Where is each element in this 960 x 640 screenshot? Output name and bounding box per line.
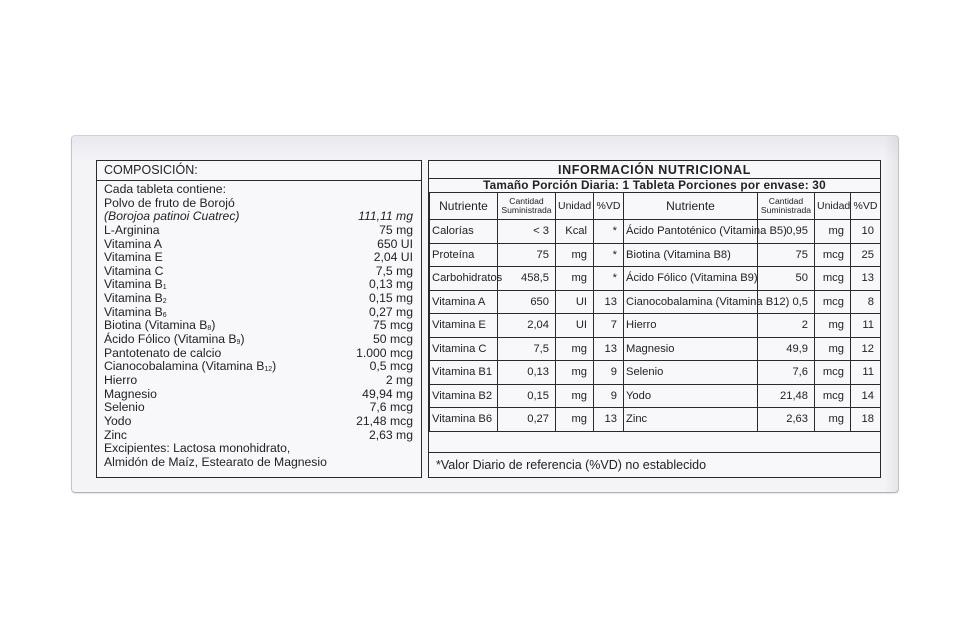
nutrition-footnote: *Valor Diario de referencia (%VD) no establecido — [429, 452, 880, 477]
nutrient-vd: * — [594, 220, 624, 244]
nutrient-name: Vitamina B6 — [430, 408, 498, 432]
nutrient-unit: mcg — [815, 290, 851, 314]
nutrition-row — [430, 220, 881, 244]
nutrition-panel — [428, 160, 881, 478]
composition-line — [104, 360, 413, 374]
nutrient-amount: 75 — [758, 243, 815, 267]
card-sheen — [72, 136, 898, 160]
composition-line — [104, 292, 413, 306]
nutrition-row — [430, 314, 881, 338]
nutrition-row — [430, 408, 881, 432]
header-vd: %VD — [851, 193, 881, 220]
nutrient-unit: mg — [556, 337, 594, 361]
nutrient-vd: 10 — [851, 220, 881, 244]
composition-line — [104, 415, 413, 429]
ingredient-name: Vitamina $B_6$ — [104, 304, 167, 319]
composition-line — [104, 401, 413, 415]
composition-panel — [96, 160, 422, 478]
nutrition-row — [430, 290, 881, 314]
nutrient-vd: 8 — [851, 290, 881, 314]
nutrient-vd: 13 — [594, 408, 624, 432]
ingredient-name: Polvo de fruto de Borojó — [104, 195, 235, 210]
ingredient-amount: 0,5 mcg — [369, 359, 413, 374]
nutrient-name: Vitamina B2 — [430, 384, 498, 408]
nutrient-name: Hierro — [624, 314, 758, 338]
ingredient-amount: 0,27 mg — [368, 304, 413, 319]
ingredient-amount: 50 mcg — [373, 332, 413, 347]
nutrient-name: Ácido Pantoténico (Vitamina B5) — [624, 220, 758, 244]
ingredient-name: Zinc — [104, 427, 128, 442]
ingredient-name: Hierro — [104, 372, 138, 387]
nutrient-amount: 458,5 — [498, 267, 556, 291]
ingredient-name: Magnesio — [104, 386, 157, 401]
ingredient-name: Vitamina $B_2$ — [104, 291, 167, 306]
nutrient-unit: mg — [556, 384, 594, 408]
nutrient-amount: 50 — [758, 267, 815, 291]
nutrient-vd: 13 — [594, 337, 624, 361]
ingredient-name: Excipientes: Lactosa monohidrato, — [104, 441, 291, 456]
nutrient-vd: 13 — [851, 267, 881, 291]
nutrient-unit: mg — [815, 220, 851, 244]
ingredient-amount: 650 UI — [377, 236, 413, 251]
ingredient-name: (Borojoa patinoi Cuatrec) — [104, 209, 240, 224]
ingredient-name: Vitamina E — [104, 250, 163, 265]
composition-line — [104, 429, 413, 443]
header-amount: Cantidad Suministrada — [758, 193, 815, 220]
nutrient-name: Vitamina A — [430, 290, 498, 314]
nutrient-name: Zinc — [624, 408, 758, 432]
ingredient-amount: 1.000 mcg — [356, 345, 413, 360]
nutrition-row — [430, 384, 881, 408]
nutrient-amount: 0,95 — [758, 220, 815, 244]
header-nutrient: Nutriente — [624, 193, 758, 220]
ingredient-amount: 49,94 mg — [362, 386, 413, 401]
nutrient-unit: mg — [815, 408, 851, 432]
composition-line — [104, 319, 413, 333]
nutrient-amount: 0,13 — [498, 361, 556, 385]
composition-line — [104, 347, 413, 361]
composition-line — [104, 224, 413, 238]
nutrition-row — [430, 267, 881, 291]
composition-list — [104, 183, 413, 469]
ingredient-name: Ácido Fólico (Vitamina $B_9$) — [104, 332, 245, 347]
nutrient-unit: mg — [556, 267, 594, 291]
nutrient-vd: 25 — [851, 243, 881, 267]
composition-title: COMPOSICIÓN: — [97, 161, 421, 181]
nutrient-amount: 650 — [498, 290, 556, 314]
ingredient-name: L-Arginina — [104, 222, 160, 237]
composition-line — [104, 197, 413, 211]
ingredient-amount: 0,15 mg — [368, 291, 413, 306]
ingredient-amount: 2,04 UI — [373, 250, 413, 265]
ingredient-amount: 21,48 mcg — [356, 413, 413, 428]
nutrient-amount: 75 — [498, 243, 556, 267]
nutrient-amount: 0,15 — [498, 384, 556, 408]
nutrient-vd: * — [594, 243, 624, 267]
nutrient-amount: 0,5 — [758, 290, 815, 314]
nutrition-serving-info: Tamaño Porción Diaria: 1 Tableta Porciones por envase: 30 — [429, 178, 880, 193]
nutrient-unit: Kcal — [556, 220, 594, 244]
nutrient-unit: mcg — [815, 267, 851, 291]
nutrient-vd: 14 — [851, 384, 881, 408]
composition-line — [104, 238, 413, 252]
nutrient-unit: mg — [556, 361, 594, 385]
nutrition-row — [430, 337, 881, 361]
nutrient-amount: 49,9 — [758, 337, 815, 361]
composition-line — [104, 388, 413, 402]
nutrition-title: INFORMACIÓN NUTRICIONAL — [429, 161, 880, 179]
nutrient-name: Selenio — [624, 361, 758, 385]
nutrient-vd: 11 — [851, 361, 881, 385]
composition-line — [104, 265, 413, 279]
nutrient-amount: 7,6 — [758, 361, 815, 385]
ingredient-name: Almidón de Maíz, Estearato de Magnesio — [104, 454, 327, 469]
nutrient-amount: 2 — [758, 314, 815, 338]
composition-line — [104, 278, 413, 292]
nutrient-name: Yodo — [624, 384, 758, 408]
composition-line — [104, 374, 413, 388]
nutrient-name: Vitamina E — [430, 314, 498, 338]
composition-line — [104, 210, 413, 224]
nutrient-unit: mcg — [815, 384, 851, 408]
ingredient-name: Yodo — [104, 413, 132, 428]
ingredient-amount: 75 mcg — [373, 318, 413, 333]
nutrient-unit: mg — [815, 337, 851, 361]
ingredient-name: Selenio — [104, 400, 145, 415]
ingredient-amount: 2 mg — [385, 372, 413, 387]
nutrient-amount: 21,48 — [758, 384, 815, 408]
nutrient-vd: 13 — [594, 290, 624, 314]
nutrient-vd: * — [594, 267, 624, 291]
nutrient-unit: UI — [556, 290, 594, 314]
nutrient-amount: 7,5 — [498, 337, 556, 361]
ingredient-name: Cada tableta contiene: — [104, 182, 226, 196]
nutrient-amount: 0,27 — [498, 408, 556, 432]
nutrient-unit: mcg — [815, 243, 851, 267]
nutrient-unit: UI — [556, 314, 594, 338]
ingredient-amount: 7,6 mcg — [369, 400, 413, 415]
nutrient-vd: 7 — [594, 314, 624, 338]
ingredient-amount: 7,5 mg — [375, 263, 413, 278]
nutrient-unit: mg — [556, 243, 594, 267]
header-unit: Unidad — [815, 193, 851, 220]
composition-line — [104, 306, 413, 320]
nutrient-name: Magnesio — [624, 337, 758, 361]
composition-line — [104, 333, 413, 347]
ingredient-name: Pantotenato de calcio — [104, 345, 222, 360]
ingredient-amount: 0,13 mg — [368, 277, 413, 292]
ingredient-name: Vitamina $B_1$ — [104, 277, 167, 292]
nutrient-unit: mg — [556, 408, 594, 432]
nutrient-vd: 11 — [851, 314, 881, 338]
header-nutrient: Nutriente — [430, 193, 498, 220]
nutrient-name: Proteína — [430, 243, 498, 267]
nutrient-name: Ácido Fólico (Vitamina B9) — [624, 267, 758, 291]
ingredient-name: Cianocobalamina (Vitamina $B_{12}$) — [104, 359, 277, 374]
nutrient-unit: mcg — [815, 361, 851, 385]
header-vd: %VD — [594, 193, 624, 220]
header-amount: Cantidad Suministrada — [498, 193, 556, 220]
composition-line — [104, 456, 413, 470]
nutrition-table — [429, 192, 881, 432]
ingredient-name: Vitamina A — [104, 236, 163, 251]
composition-line — [104, 251, 413, 265]
nutrient-name: Carbohidratos — [430, 267, 498, 291]
nutrient-amount: 2,63 — [758, 408, 815, 432]
nutrient-name: Biotina (Vitamina B8) — [624, 243, 758, 267]
nutrient-vd: 12 — [851, 337, 881, 361]
nutrient-name: Calorías — [430, 220, 498, 244]
ingredient-amount: 111,11 mg — [358, 209, 413, 224]
nutrition-row — [430, 243, 881, 267]
composition-line — [104, 183, 413, 197]
nutrient-vd: 18 — [851, 408, 881, 432]
nutrient-name: Cianocobalamina (Vitamina B12) — [624, 290, 758, 314]
nutrition-row — [430, 361, 881, 385]
ingredient-amount: 2,63 mg — [368, 427, 413, 442]
nutrient-name: Vitamina B1 — [430, 361, 498, 385]
header-unit: Unidad — [556, 193, 594, 220]
nutrient-vd: 9 — [594, 384, 624, 408]
nutrient-unit: mg — [815, 314, 851, 338]
ingredient-amount: 75 mg — [379, 222, 413, 237]
nutrient-amount: < 3 — [498, 220, 556, 244]
composition-line — [104, 442, 413, 456]
nutrition-table-header — [430, 193, 881, 220]
ingredient-name: Biotina (Vitamina $B_8$) — [104, 318, 216, 333]
nutrient-vd: 9 — [594, 361, 624, 385]
ingredient-name: Vitamina C — [104, 263, 164, 278]
card-edge-shade — [884, 136, 898, 492]
nutrient-name: Vitamina C — [430, 337, 498, 361]
nutrient-amount: 2,04 — [498, 314, 556, 338]
